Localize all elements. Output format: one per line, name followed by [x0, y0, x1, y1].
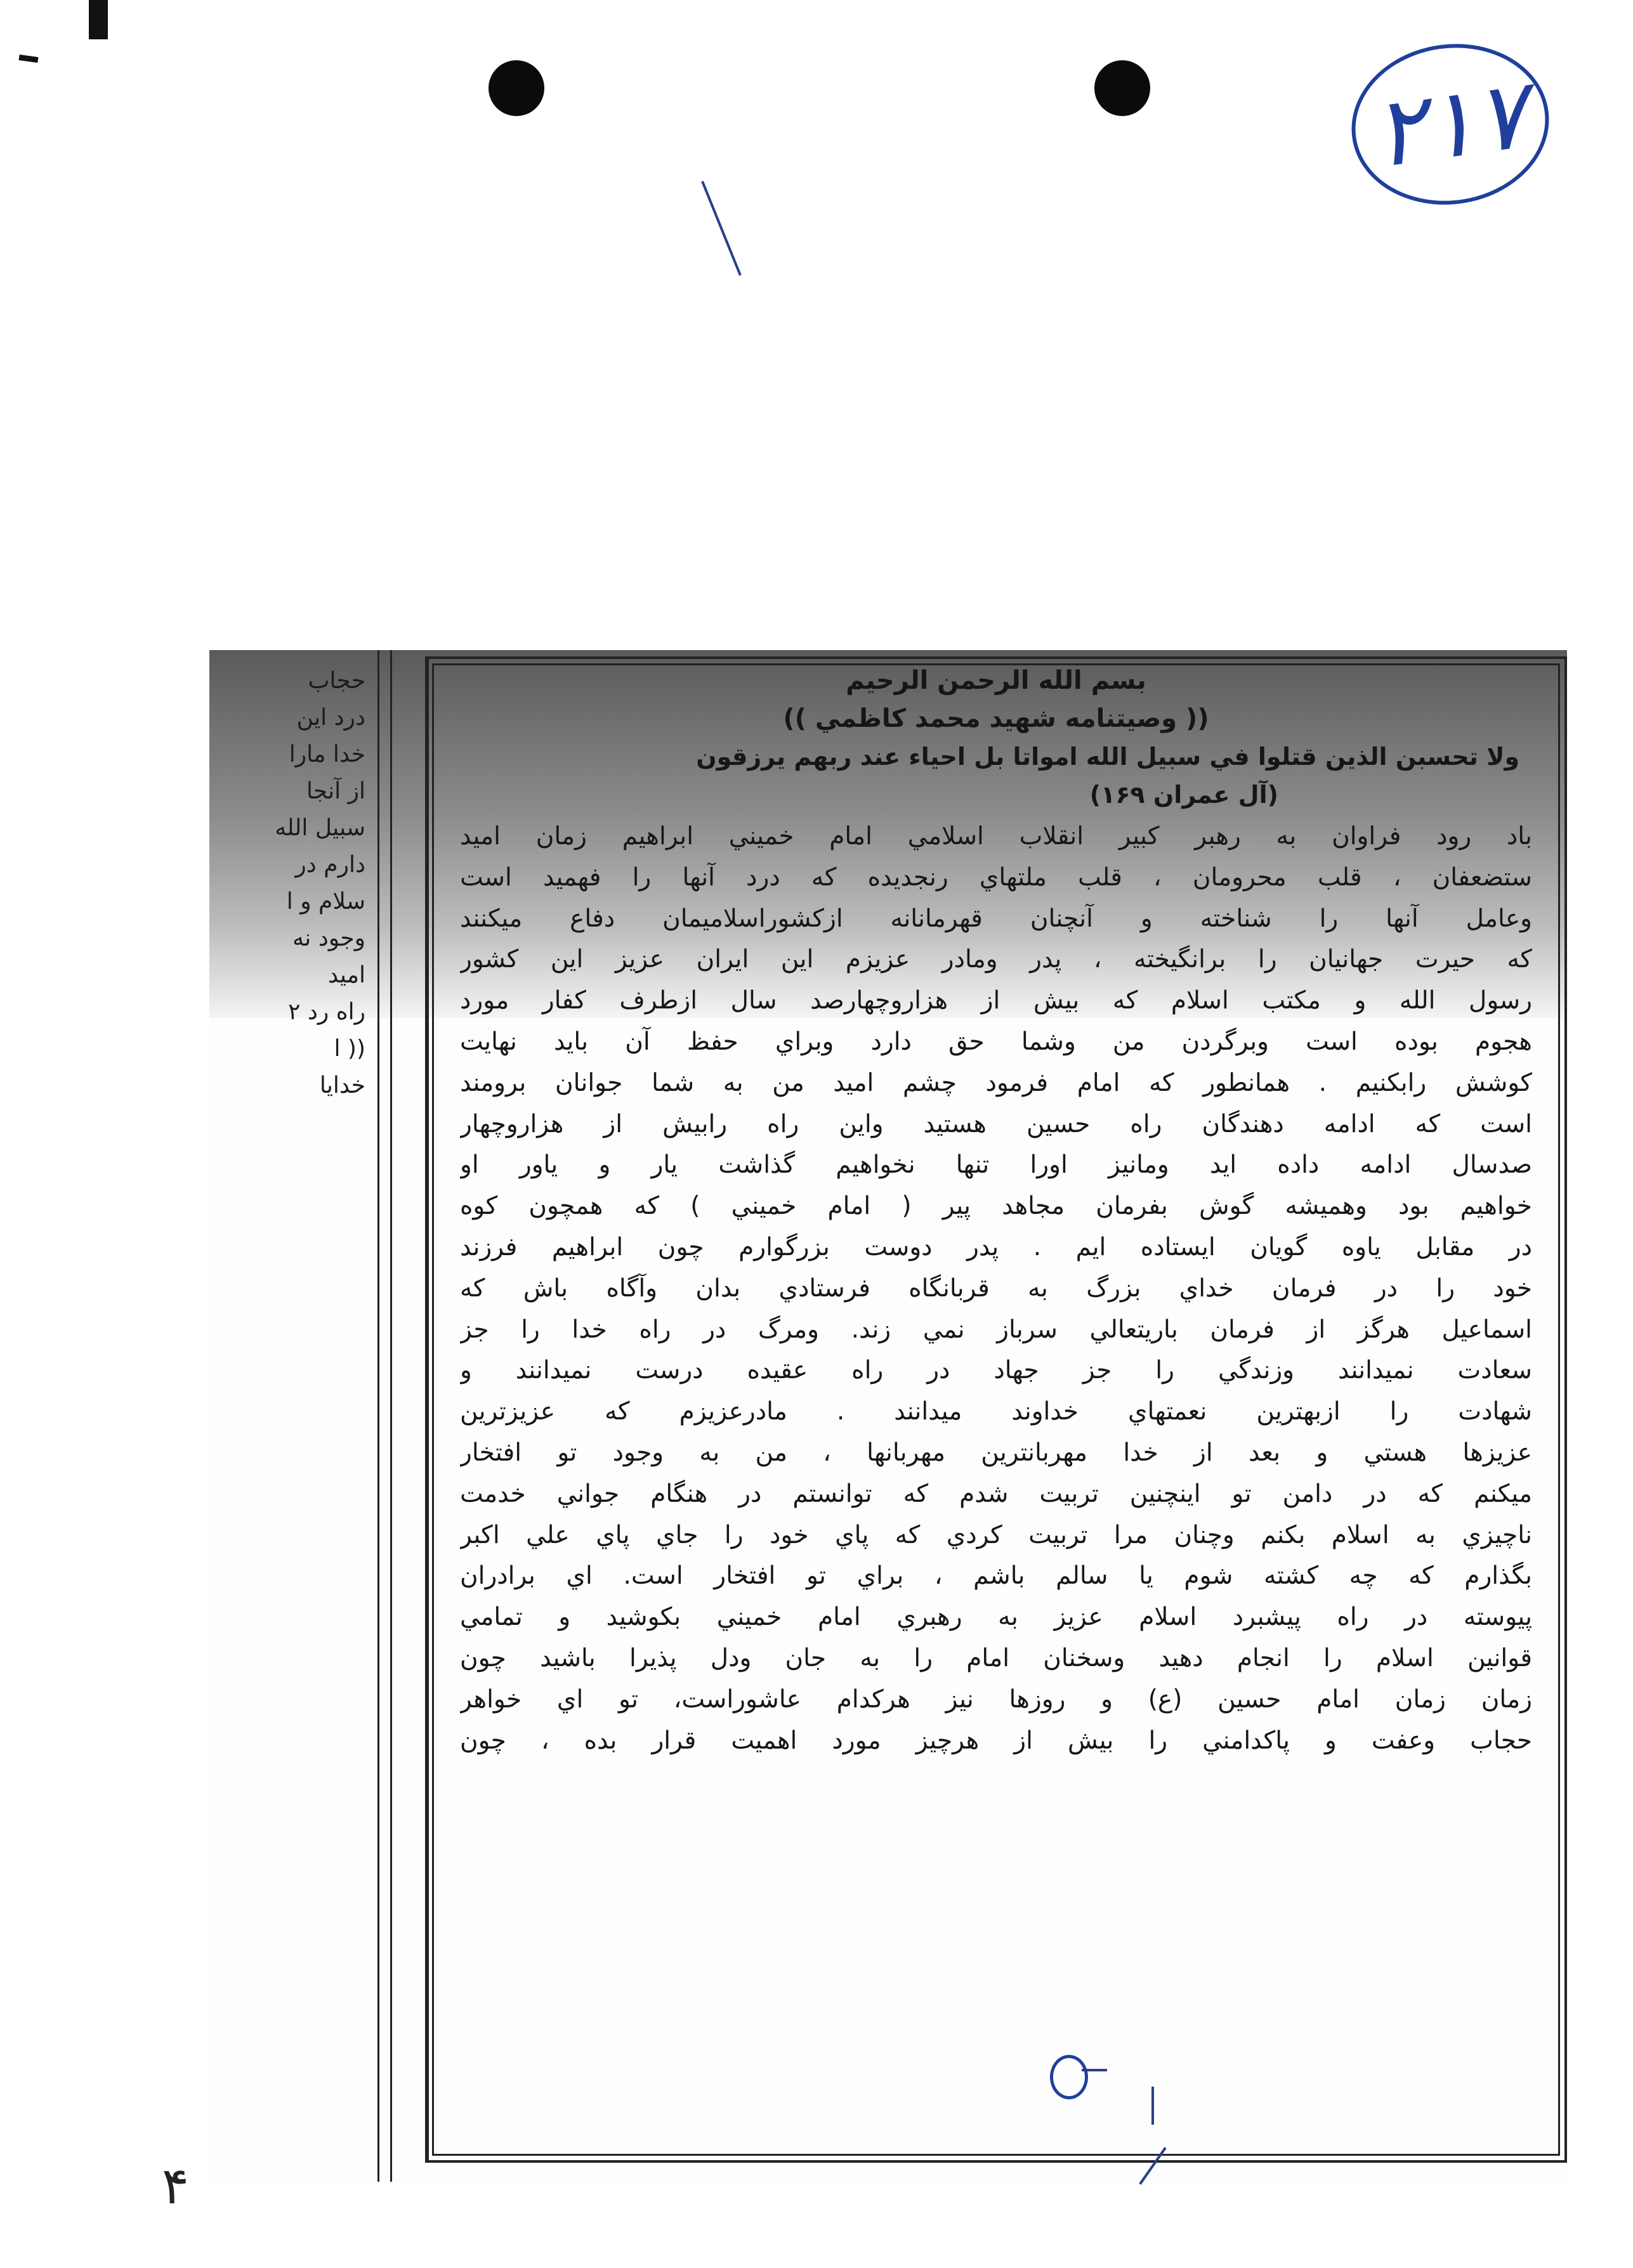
- text-line: هجوم بوده است وبرگردن من وشما حق دارد وبراي حفظ آن بايد نهايت: [460, 1027, 1532, 1056]
- fragment-line: (( ا: [334, 1036, 365, 1062]
- pen-stroke: [1151, 2087, 1154, 2125]
- quran-verse: ولا تحسبن الذين قتلوا في سبيل الله امواتا بل احياء عند ربهم يرزقون: [696, 743, 1519, 771]
- letter-body: [460, 662, 1532, 1761]
- edge-mark: [19, 55, 39, 63]
- text-line: در مقابل ياوه گويان ايستاده ايم . پدر دوست بزرگوارم چون ابراهيم فرزند: [460, 1232, 1532, 1261]
- frame-rule: [377, 650, 379, 2182]
- verse-reference: (آل عمران ۱۶۹): [1089, 781, 1278, 809]
- bismillah: بسم الله الرحمن الرحيم: [846, 666, 1146, 695]
- text-line: خود را در فرمان خداي بزرگ به قربانگاه فرستادي بدان وآگاه باش كه: [460, 1274, 1532, 1303]
- letter-text: [460, 816, 1532, 1761]
- fragment-line: سبيل الله: [275, 815, 365, 841]
- fragment-line: دارم در: [295, 852, 365, 878]
- left-fragment: [209, 663, 374, 2182]
- text-line: ستضعفان ، قلب محرومان ، قلب ملتهاي رنجديده كه درد آنها را فهميد است: [460, 863, 1532, 892]
- fragment-line: اميد: [327, 962, 365, 988]
- text-line: عزيزها هستي و بعد از خدا مهربانترين مهربانها ، من به وجود تو افتخار: [460, 1438, 1532, 1467]
- letter-photocopy: [209, 650, 1567, 2182]
- text-line: رسول الله و مكتب اسلام كه بيش از هزاروچهارصد سال ازطرف كفار مورد: [460, 986, 1532, 1015]
- text-line: شهادت را ازبهترين نعمتهاي خداوند ميدانند . مادرعزيزم كه عزيزترين: [460, 1397, 1532, 1426]
- fragment-line: خدايا: [319, 1072, 365, 1098]
- text-line: حجاب وعفت و پاكدامني را بيش از هرچيز مورد اهميت قرار بده ، چون: [460, 1726, 1532, 1755]
- page-number: ۴: [162, 2156, 189, 2215]
- text-line: وعامل آنها را شناخته و آنچنان قهرمانانه ازكشوراسلاميمان دفاع ميكنند: [460, 904, 1532, 933]
- text-line: قوانين اسلام را انجام دهيد وسخنان امام را به جان ودل پذيرا باشيد چون: [460, 1643, 1532, 1672]
- text-line: پيوسته در راه پيشبرد اسلام عزيز به رهبري امام خميني بكوشيد و تمامي: [460, 1603, 1532, 1632]
- text-line: خواهيم بود وهميشه گوش بفرمان مجاهد پير ( امام خميني ) كه همچون كوه: [460, 1192, 1532, 1221]
- fragment-line: درد اين: [296, 705, 365, 731]
- archive-number: ۲۱۷: [1367, 59, 1534, 190]
- fragment-line: سلام و ا: [286, 889, 365, 915]
- frame-rule: [390, 650, 392, 2182]
- edge-mark: [89, 0, 108, 39]
- text-line: است كه ادامه دهندگان راه حسين هستيد واين راه رابيش از هزاروچهار: [460, 1109, 1532, 1138]
- text-line: بگذارم كه چه كشته شوم يا سالم باشم ، براي تو افتخار است. اي برادران: [460, 1561, 1532, 1591]
- text-line: زمان زمان امام حسين (ع) و روزها نيز هركدام عاشوراست، تو اي خواهر: [460, 1685, 1532, 1714]
- text-line: اسماعيل هرگز از فرمان باريتعالي سرباز نمي زند. ومرگ در راه خدا را جز: [460, 1315, 1532, 1344]
- punch-hole: [489, 60, 544, 116]
- pen-stroke: [701, 181, 742, 276]
- text-line: ميكنم كه در دامن تو اينچنين تربيت شدم كه توانستم در هنگام جواني خدمت: [460, 1479, 1532, 1508]
- text-line: كه حيرت جهانيان را برانگيخته ، پدر ومادر عزيزم اين ايران عزيز اين كشور: [460, 945, 1532, 974]
- letter-title: (( وصيتنامه شهيد محمد كاظمي )): [783, 704, 1209, 733]
- fragment-line: حجاب: [308, 668, 365, 694]
- text-line: باد رود فراوان به رهبر كبير انقلاب اسلامي امام خميني ابراهيم زمان اميد: [460, 822, 1532, 850]
- pen-stroke: [1082, 2069, 1107, 2071]
- pen-mark-circle: [1050, 2055, 1088, 2099]
- text-line: سعادت نميدانند وزندگي را جز جهاد در راه عقيده درست نميدانند و: [460, 1356, 1532, 1385]
- text-line: ناچيزي به اسلام بكنم وچنان مرا تربيت كردي كه پاي خود را جاي پاي علي اكبر: [460, 1520, 1532, 1549]
- fragment-line: وجود نه: [292, 925, 365, 951]
- fragment-line: راه رد ۲: [288, 999, 365, 1025]
- archive-number-stamp: [1341, 32, 1559, 218]
- text-line: كوشش رابكنيم . همانطور كه امام فرمود چشم اميد من به شما جوانان برومند: [460, 1068, 1532, 1097]
- punch-hole: [1094, 60, 1150, 116]
- text-line: صدسال ادامه داده ايد ومانيز اورا تنها نخواهيم گذاشت يار و ياور او: [460, 1150, 1532, 1180]
- fragment-line: خدا مارا: [289, 741, 365, 767]
- fragment-line: از آنجا: [306, 778, 365, 804]
